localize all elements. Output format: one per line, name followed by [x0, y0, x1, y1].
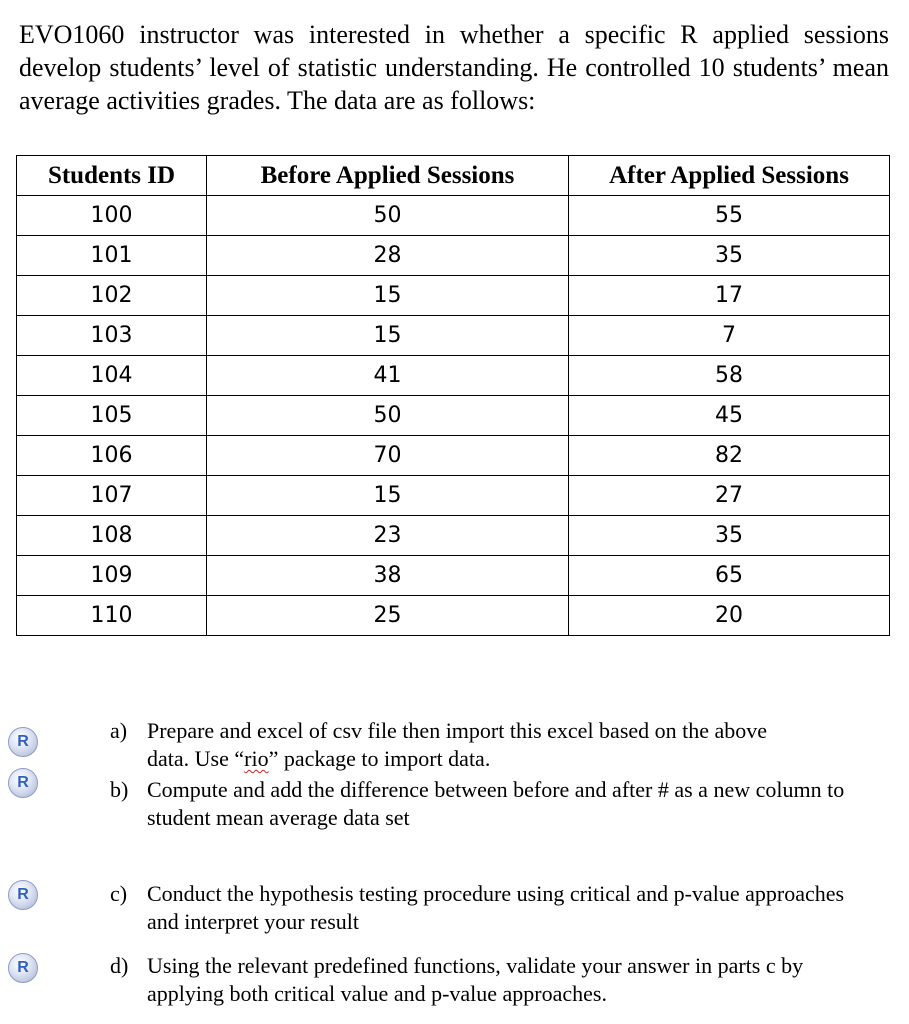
table-row — [17, 556, 890, 596]
question-a-line1: Prepare and excel of csv file then import this excel based on the above — [147, 718, 768, 743]
question-b-label: b) — [110, 777, 129, 802]
r-logo-icon — [8, 727, 38, 757]
r-logo-letter: R — [17, 886, 29, 903]
intro-paragraph: EVO1060 instructor was interested in whether a specific R applied sessions develop students’ level of statistic understanding. He controlled 10 students’ mean average activities grades. The data are as follows: — [19, 20, 889, 115]
grades-table — [16, 155, 890, 636]
cell-before: 15 — [207, 276, 569, 316]
cell-before: 70 — [207, 436, 569, 476]
table-row — [17, 236, 890, 276]
r-logo-icon — [8, 953, 38, 983]
cell-after: 27 — [569, 476, 890, 516]
spellcheck-word-rio: rio — [244, 746, 269, 771]
table-row — [17, 476, 890, 516]
cell-before: 15 — [207, 316, 569, 356]
cell-student-id: 104 — [17, 356, 207, 396]
cell-after: 17 — [569, 276, 890, 316]
question-d — [110, 952, 870, 1008]
cell-student-id: 101 — [17, 236, 207, 276]
r-logo-letter: R — [17, 774, 29, 791]
cell-after: 58 — [569, 356, 890, 396]
cell-after: 20 — [569, 596, 890, 636]
table-body — [17, 196, 890, 636]
question-d-label: d) — [110, 953, 129, 978]
table-header-row — [17, 156, 890, 196]
question-a — [110, 717, 870, 773]
cell-after: 7 — [569, 316, 890, 356]
r-logo-letter: R — [17, 959, 29, 976]
question-c-label: c) — [110, 881, 128, 906]
cell-student-id: 105 — [17, 396, 207, 436]
question-b — [110, 776, 870, 832]
table-row — [17, 276, 890, 316]
cell-before: 38 — [207, 556, 569, 596]
cell-student-id: 100 — [17, 196, 207, 236]
cell-before: 28 — [207, 236, 569, 276]
question-a-line2-pre: data. Use “ — [147, 746, 245, 771]
cell-student-id: 110 — [17, 596, 207, 636]
cell-student-id: 108 — [17, 516, 207, 556]
cell-after: 82 — [569, 436, 890, 476]
cell-after: 35 — [569, 516, 890, 556]
question-a-line2-post: ” package to import data. — [268, 746, 491, 771]
question-b-text: Compute and add the difference between before and after # as a new column to student mean average data set — [147, 777, 845, 830]
question-c — [110, 880, 870, 936]
table-row — [17, 596, 890, 636]
cell-after: 65 — [569, 556, 890, 596]
cell-after: 55 — [569, 196, 890, 236]
column-header-before: Before Applied Sessions — [207, 156, 569, 196]
table-row — [17, 356, 890, 396]
cell-before: 15 — [207, 476, 569, 516]
question-d-text: Using the relevant predefined functions, validate your answer in parts c by applying both critical value and p-value approaches. — [147, 953, 804, 1006]
table-row — [17, 516, 890, 556]
cell-student-id: 109 — [17, 556, 207, 596]
cell-after: 35 — [569, 236, 890, 276]
question-c-text: Conduct the hypothesis testing procedure using critical and p-value approaches and interpret your result — [147, 881, 845, 934]
column-header-after: After Applied Sessions — [569, 156, 890, 196]
cell-student-id: 102 — [17, 276, 207, 316]
table-row — [17, 436, 890, 476]
table-row — [17, 316, 890, 356]
cell-student-id: 106 — [17, 436, 207, 476]
r-logo-letter: R — [17, 733, 29, 750]
cell-after: 45 — [569, 396, 890, 436]
column-header-student-id: Students ID — [17, 156, 207, 196]
table-row — [17, 396, 890, 436]
cell-before: 25 — [207, 596, 569, 636]
cell-before: 23 — [207, 516, 569, 556]
cell-before: 50 — [207, 396, 569, 436]
r-logo-icon — [8, 880, 38, 910]
table-row — [17, 196, 890, 236]
cell-before: 41 — [207, 356, 569, 396]
question-a-label: a) — [110, 718, 128, 743]
question-a-text — [147, 717, 870, 773]
cell-before: 50 — [207, 196, 569, 236]
r-logo-icon — [8, 768, 38, 798]
cell-student-id: 107 — [17, 476, 207, 516]
cell-student-id: 103 — [17, 316, 207, 356]
